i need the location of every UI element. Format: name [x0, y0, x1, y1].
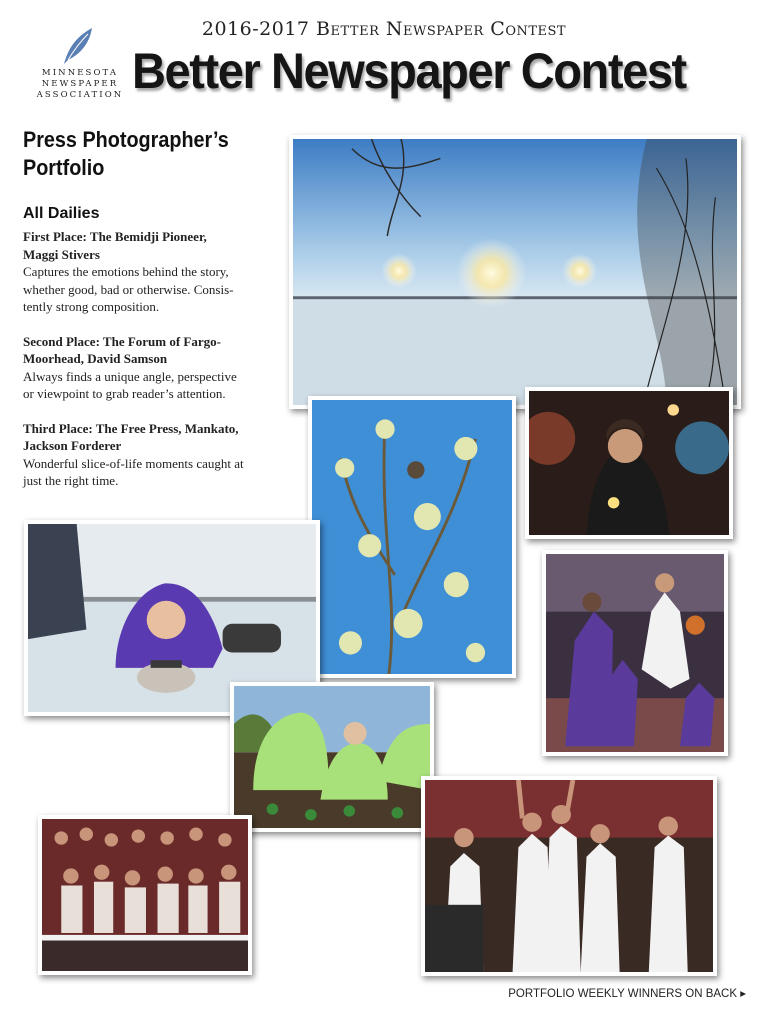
logo-line-3: ASSOCIATION [36, 90, 124, 100]
category-title-line-2: Portfolio [23, 155, 105, 180]
entry-place: First Place: The Bemidji Pioneer, [23, 229, 207, 244]
entry-place-cont: Jackson Forderer [23, 438, 122, 453]
photo-cheering-crowd [38, 815, 252, 975]
entry-comment: tently strong composition. [23, 299, 160, 314]
photo-candlelight-vigil [525, 387, 733, 539]
arrow-right-icon: ▸ [740, 988, 746, 1000]
entry-place: Third Place: The Free Press, Mankato, [23, 420, 239, 436]
entry-comment: Wonderful slice-of-life moments caught at [23, 455, 244, 471]
photo-blossom-tree [308, 396, 516, 678]
entry-place: Second Place: The Forum of Fargo- [23, 333, 221, 349]
division-title: All Dailies [23, 205, 100, 222]
category-title [23, 126, 257, 182]
entry-first-place [23, 228, 273, 316]
entry-comment: or viewpoint to grab reader’s attention. [23, 386, 226, 401]
photo-students-gardening [230, 682, 434, 832]
logo-line-1: MINNESOTA [41, 68, 119, 78]
photo-team-celebrating [421, 776, 717, 976]
entry-comment: whether good, bad or otherwise. Consis- [23, 281, 234, 297]
winners-list [23, 228, 273, 507]
footer-text: PORTFOLIO WEEKLY WINNERS ON BACK [508, 988, 738, 1000]
entry-comment: just the right time. [23, 473, 119, 488]
entry-place-cont: Moorhead, David Samson [23, 351, 168, 366]
photo-basketball-dunk [542, 550, 728, 756]
page-title: Better Newspaper Contest [132, 43, 686, 99]
entry-place-cont: Maggi Stivers [23, 246, 100, 262]
footer-note[interactable] [508, 986, 746, 1000]
entry-second-place [23, 333, 273, 403]
feather-icon [60, 26, 96, 66]
category-title-line-1: Press Photographer’s [23, 127, 229, 152]
contest-subtitle: 2016-2017 Better Newspaper Contest [201, 18, 567, 40]
entry-comment: Captures the emotions behind the story, [23, 264, 229, 279]
entry-third-place [23, 420, 273, 490]
entry-comment: Always finds a unique angle, perspective [23, 368, 237, 384]
association-logo [34, 68, 126, 101]
photo-sundogs-lake [289, 135, 741, 409]
logo-line-2: NEWSPAPER [41, 79, 119, 89]
